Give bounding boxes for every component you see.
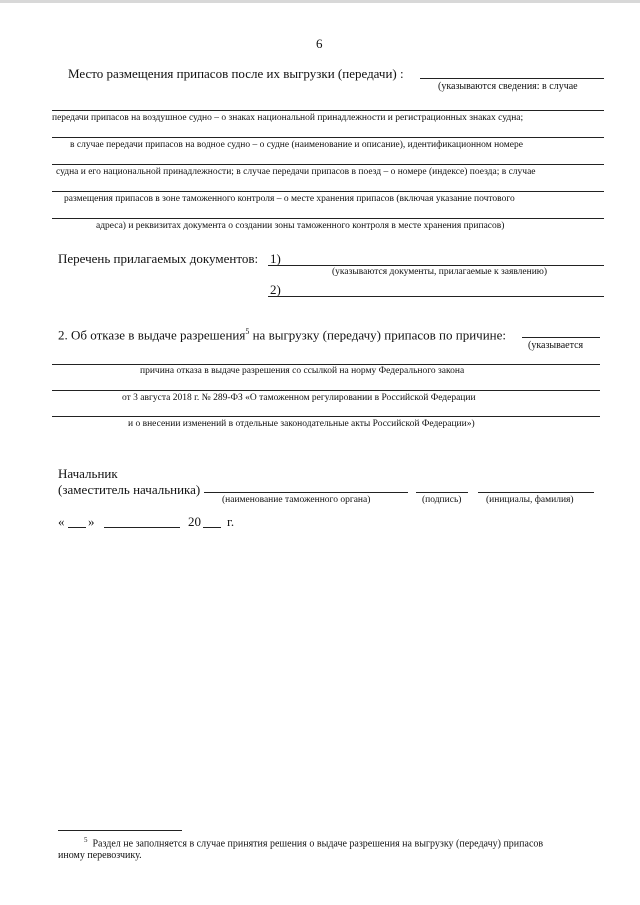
- placement-fill-line-4[interactable]: [52, 164, 604, 165]
- signature-caption: (подпись): [422, 495, 462, 505]
- signer-title-line-2: (заместитель начальника): [58, 482, 201, 497]
- date-year-prefix: 20: [188, 514, 201, 529]
- date-month-line[interactable]: [104, 527, 180, 528]
- initials-line[interactable]: [478, 492, 594, 493]
- placement-fill-line-6[interactable]: [52, 218, 604, 219]
- refusal-caption-2: причина отказа в выдаче разрешения со ссылкой на норму Федерального закона: [140, 366, 465, 376]
- refusal-caption-1: (указывается: [528, 340, 584, 351]
- refusal-fill-line-4[interactable]: [52, 416, 600, 417]
- page-number: 6: [316, 36, 323, 51]
- placement-fill-line[interactable]: [420, 78, 604, 79]
- page-top-edge: [0, 0, 640, 3]
- placement-caption-3: в случае передачи припасов на водное судно – о судне (наименование и описание), идентификационном номере: [70, 140, 523, 150]
- date-close-quote: »: [88, 514, 95, 529]
- date-year-line[interactable]: [203, 527, 221, 528]
- refusal-fill-line-3[interactable]: [52, 390, 600, 391]
- refusal-heading-part2: на выгрузку (передачу) припасов по причине:: [249, 327, 507, 343]
- placement-caption-5: размещения припасов в зоне таможенного контроля – о месте хранения припасов (включая указание почтового: [64, 194, 515, 204]
- documents-item-1-number: 1): [270, 251, 281, 266]
- placement-fill-line-5[interactable]: [52, 191, 604, 192]
- documents-item-1-line[interactable]: [268, 265, 604, 266]
- placement-fill-line-3[interactable]: [52, 137, 604, 138]
- signature-line[interactable]: [416, 492, 468, 493]
- refusal-heading-part1: 2. Об отказе в выдаче разрешения: [58, 327, 246, 343]
- refusal-heading: [58, 327, 506, 343]
- placement-caption-1: (указываются сведения: в случае: [438, 81, 578, 92]
- documents-item-1-caption: (указываются документы, прилагаемые к заявлению): [332, 267, 548, 277]
- customs-organ-caption: (наименование таможенного органа): [222, 495, 371, 505]
- footnote-text-2: иному перевозчику.: [58, 850, 142, 861]
- placement-caption-2: передачи припасов на воздушное судно – о знаках национальной принадлежности и регистрационных знаках судна;: [52, 113, 524, 123]
- documents-item-2-line[interactable]: [268, 296, 604, 297]
- initials-caption: (инициалы, фамилия): [486, 495, 574, 505]
- date-day-line[interactable]: [68, 527, 86, 528]
- placement-fill-line-2[interactable]: [52, 110, 604, 111]
- footnote-text-1: Раздел не заполняется в случае принятия решения о выдаче разрешения на выгрузку (передачу) припасов: [92, 838, 544, 850]
- refusal-footnote-ref: 5: [245, 327, 250, 336]
- placement-caption-6: адреса) и реквизитах документа о создании зоны таможенного контроля в месте хранения припасов): [96, 221, 505, 231]
- refusal-fill-line-2[interactable]: [52, 364, 600, 365]
- documents-item-2-number: 2): [270, 282, 281, 297]
- date-open-quote: «: [58, 514, 65, 529]
- placement-label: Место размещения припасов после их выгрузки (передачи) :: [68, 66, 404, 81]
- documents-label: Перечень прилагаемых документов:: [58, 251, 259, 266]
- customs-organ-line[interactable]: [204, 492, 408, 493]
- refusal-caption-4: и о внесении изменений в отдельные законодательные акты Российской Федерации»): [128, 419, 475, 429]
- footnote-separator: [58, 830, 182, 831]
- placement-caption-4: судна и его национальной принадлежности; в случае передачи припасов в поезд – о номере (индексе) поезда; в случае: [56, 167, 536, 177]
- footnote-line-1: [84, 836, 543, 849]
- signer-title-line-1: Начальник: [58, 466, 118, 481]
- date-year-suffix: г.: [227, 514, 235, 529]
- footnote-mark: 5: [84, 836, 88, 844]
- refusal-caption-3: от 3 августа 2018 г. № 289-ФЗ «О таможенном регулировании в Российской Федерации: [122, 393, 476, 403]
- refusal-fill-line[interactable]: [522, 337, 600, 338]
